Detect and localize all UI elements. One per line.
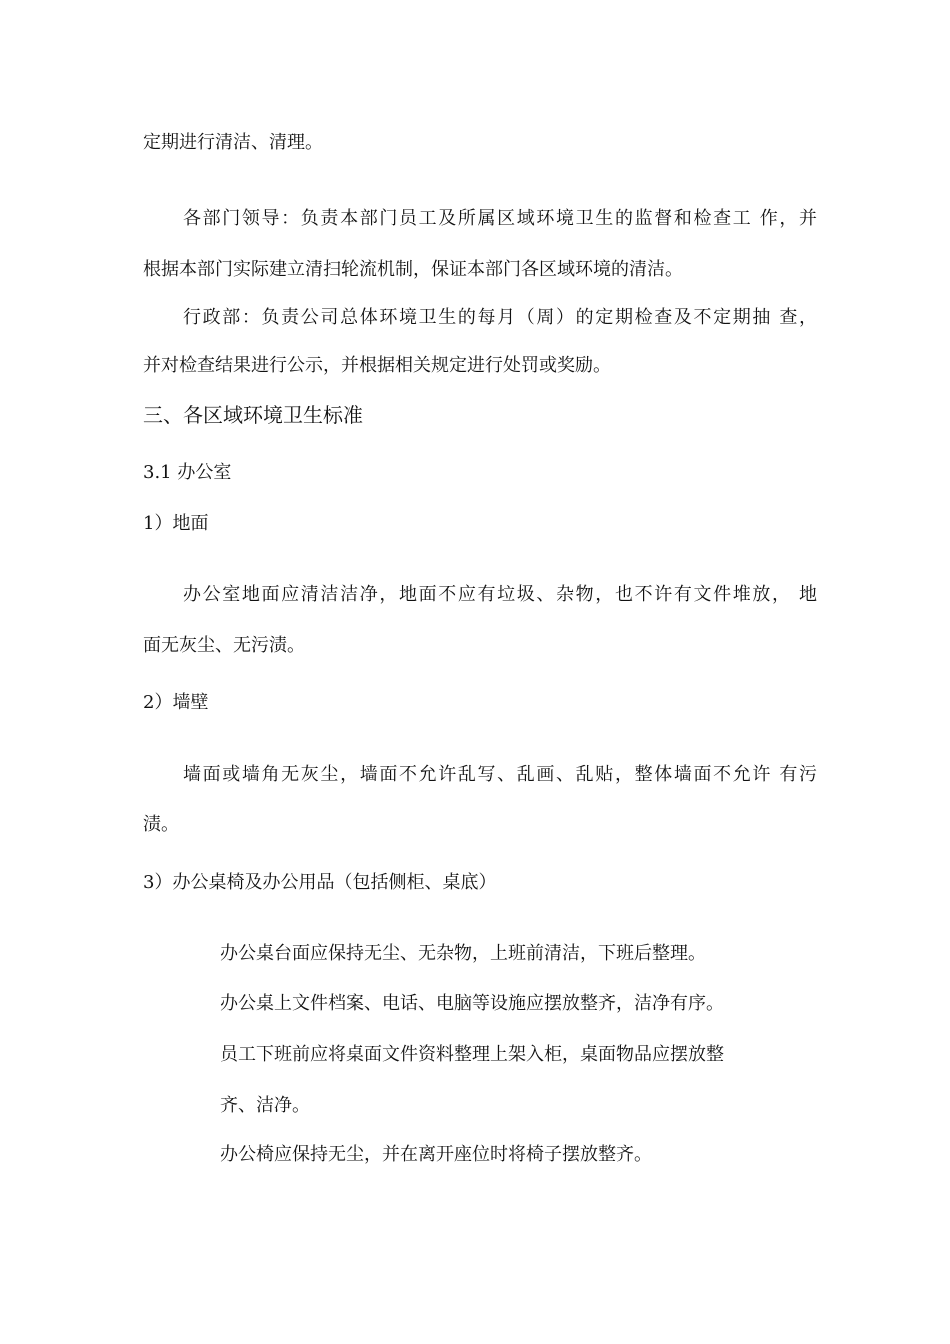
- subsection-heading: 3.1 办公室: [143, 462, 232, 483]
- paragraph-line: 根据本部门实际建立清扫轮流机制，保证本部门各区域环境的清洁。: [143, 259, 683, 280]
- list-item: 员工下班前应将桌面文件资料整理上架入柜，桌面物品应摆放整: [220, 1044, 724, 1065]
- item-heading: 2）墙壁: [143, 692, 209, 713]
- paragraph-line: 面无灰尘、无污渍。: [143, 635, 305, 656]
- list-item: 办公椅应保持无尘，并在离开座位时将椅子摆放整齐。: [220, 1144, 652, 1165]
- paragraph-line: 并对检查结果进行公示，并根据相关规定进行处罚或奖励。: [143, 355, 611, 376]
- item-heading: 3）办公桌椅及办公用品（包括侧柜、桌底）: [143, 872, 497, 893]
- list-item-continuation: 齐、洁净。: [220, 1095, 310, 1116]
- list-item: 办公桌台面应保持无尘、无杂物，上班前清洁，下班后整理。: [220, 943, 706, 964]
- paragraph-line: 渍。: [143, 814, 179, 835]
- paragraph-line: 定期进行清洁、清理。: [143, 132, 323, 153]
- section-heading: 三、各区域环境卫生标准: [143, 403, 363, 427]
- list-item: 办公桌上文件档案、电话、电脑等设施应摆放整齐，洁净有序。: [220, 993, 724, 1014]
- paragraph-line: 行政部：负责公司总体环境卫生的每月（周）的定期检查及不定期抽 查，: [183, 307, 817, 328]
- item-heading: 1）地面: [143, 513, 209, 534]
- paragraph-line: 办公室地面应清洁洁净，地面不应有垃圾、杂物，也不许有文件堆放， 地: [183, 584, 817, 605]
- paragraph-line: 墙面或墙角无灰尘，墙面不允许乱写、乱画、乱贴，整体墙面不允许 有污: [183, 764, 817, 785]
- paragraph-line: 各部门领导：负责本部门员工及所属区域环境卫生的监督和检查工 作，并: [183, 208, 817, 229]
